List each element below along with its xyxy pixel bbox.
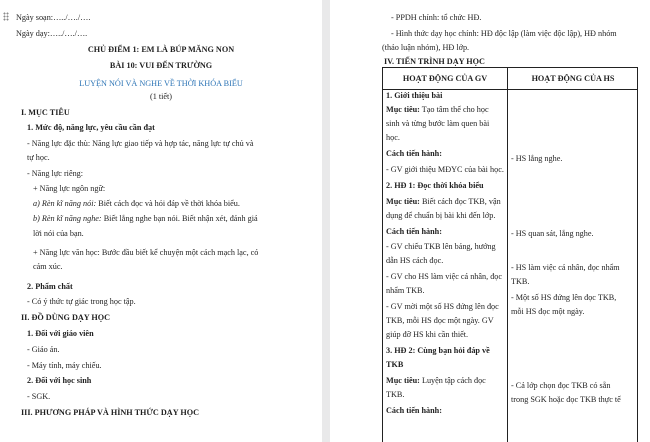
paragraph-text: Biết cách đọc và hỏi đáp về thời khóa biểu. [96, 199, 240, 208]
subsection-heading: 2. Phẩm chất [27, 282, 73, 291]
table-cell: - GV chiếu TKB lên bảng, hướng [386, 242, 496, 251]
lesson-duration: (1 tiết) [149, 92, 173, 101]
paragraph: - SGK. [27, 392, 51, 401]
subsection-heading: 2. Đối với học sinh [27, 376, 92, 385]
table-cell: trong SGK hoặc đọc TKB thực tế [511, 395, 621, 404]
table-cell: - Một số HS đứng lên đọc TKB, [511, 293, 617, 302]
objective-text: Luyện tập cách đọc [419, 376, 486, 385]
table-cell [386, 197, 501, 207]
table-cell: - GV mời một số HS đứng lên đọc [386, 302, 499, 311]
section-heading: I. MỤC TIÊU [21, 108, 70, 117]
procedure-label: Cách tiến hành: [386, 406, 442, 415]
table-cell: nhẩm TKB. [386, 286, 425, 295]
procedure-label: Cách tiến hành: [386, 227, 442, 236]
drag-handle-icon[interactable] [3, 12, 9, 21]
paragraph: - Máy tính, máy chiếu. [27, 361, 102, 370]
table-cell: giúp đỡ HS khi cần thiết. [386, 330, 469, 339]
document-page-right [330, 0, 650, 442]
table-cell: học. [386, 133, 400, 142]
document-page-left [0, 0, 322, 442]
theme-title: CHỦ ĐIỂM 1: EM LÀ BÚP MĂNG NON [87, 45, 235, 54]
objective-label: Mục tiêu: [386, 376, 420, 385]
table-cell: sinh và từng bước làm quen bài [386, 119, 490, 128]
lesson-subtitle: LUYỆN NÓI VÀ NGHE VỀ THỜI KHÓA BIỂU [79, 79, 243, 88]
paragraph: - Năng lực đặc thù: Năng lực giao tiếp và hợp tác, năng lực tự chủ và [27, 139, 254, 148]
paragraph: - Năng lực riêng: [27, 169, 84, 178]
section-heading: III. PHƯƠNG PHÁP VÀ HÌNH THỨC DẠY HỌC [21, 408, 200, 417]
table-cell: TKB. [511, 277, 530, 286]
paragraph-text: Biết lắng nghe bạn nói. Biết nhận xét, đánh giá [101, 214, 258, 223]
paragraph: lời nói của bạn. [33, 229, 84, 238]
objective-label: Mục tiêu: [386, 197, 420, 206]
activity-heading: 1. Giới thiệu bài [386, 91, 443, 100]
paragraph: - Có ý thức tự giác trong học tập. [27, 297, 136, 306]
objective-label: Mục tiêu: [386, 105, 420, 114]
lesson-plan-table [382, 67, 638, 442]
objective-line [386, 105, 489, 115]
table-cell [386, 376, 486, 386]
date-taught: Ngày dạy:…../…./…. [16, 29, 88, 38]
table-cell: - HS làm việc cá nhân, đọc nhẩm [511, 263, 620, 272]
paragraph: tự học. [27, 153, 50, 162]
objective-text: Biết cách đọc TKB, vận [419, 197, 501, 206]
date-prepared: Ngày soạn:…../…./…. [16, 13, 91, 22]
table-divider [507, 68, 508, 442]
objective-text: Tạo tâm thế cho học [419, 105, 489, 114]
table-divider [383, 89, 637, 90]
paragraph: + Năng lực văn học: Bước đầu biết kể chuyện một cách mạch lạc, có [33, 248, 259, 257]
activity-heading: 3. HĐ 2: Cùng bạn hỏi đáp về [386, 346, 490, 355]
paragraph: (thảo luận nhóm), HĐ lớp. [382, 43, 470, 52]
paragraph: - Hình thức dạy học chính: HĐ độc lập (làm việc độc lập), HĐ nhóm [391, 29, 617, 38]
paragraph: cảm xúc. [33, 262, 63, 271]
table-cell [386, 105, 504, 115]
subsection-heading: 1. Mức độ, năng lực, yêu cầu cần đạt [27, 123, 155, 132]
procedure-label: Cách tiến hành: [386, 149, 442, 158]
paragraph [33, 199, 240, 209]
paragraph: - Giáo án. [27, 345, 60, 354]
table-cell: - GV giới thiệu MĐYC của bài học. [386, 165, 504, 174]
italic-label: b) Rèn kĩ năng nghe: [33, 214, 102, 223]
paragraph: - PPDH chính: tổ chức HĐ. [391, 13, 482, 22]
table-cell: mỗi HS đọc một ngày. [511, 307, 585, 316]
table-cell: TKB. [386, 390, 405, 399]
table-cell: - HS quan sát, lắng nghe. [511, 229, 594, 238]
italic-label: a) Rèn kĩ năng nói: [33, 199, 97, 208]
table-header-hs: HOẠT ĐỘNG CỦA HS [531, 74, 615, 83]
subsection-heading: 1. Đối với giáo viên [27, 329, 94, 338]
table-cell: - Cả lớp chọn đọc TKB có sẵn [511, 381, 611, 390]
activity-heading: 2. HĐ 1: Đọc thời khóa biểu [386, 181, 484, 190]
table-cell: dẫn HS cách đọc. [386, 256, 444, 265]
paragraph [33, 214, 258, 224]
section-heading: II. ĐỒ DÙNG DẠY HỌC [21, 313, 111, 322]
table-header-gv: HOẠT ĐỘNG CỦA GV [402, 74, 488, 83]
table-cell: TKB, mỗi HS đọc một ngày. GV [386, 316, 494, 325]
paragraph: + Năng lực ngôn ngữ: [33, 184, 106, 193]
section-heading: IV. TIẾN TRÌNH DẠY HỌC [384, 57, 485, 66]
table-cell: dụng để chuẩn bị bài khi đến lớp. [386, 211, 496, 220]
lesson-title: BÀI 10: VUI ĐẾN TRƯỜNG [109, 61, 213, 70]
activity-heading: TKB [386, 360, 404, 369]
table-cell: - HS lắng nghe. [511, 154, 563, 163]
table-cell: - GV cho HS làm việc cá nhân, đọc [386, 272, 503, 281]
